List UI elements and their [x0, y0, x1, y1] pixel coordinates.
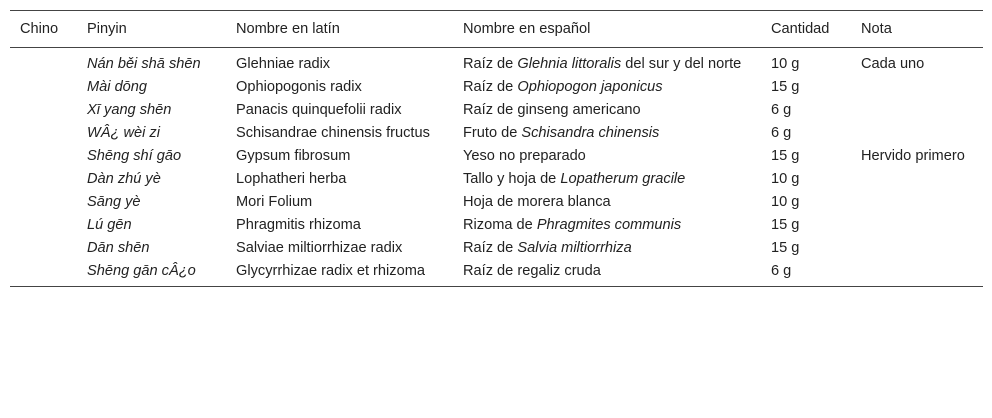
table-row — [10, 214, 983, 237]
spanish-name-part: Ophiopogon japonicus — [517, 79, 663, 95]
cell-pinyin: Nán běi shā shēn — [87, 56, 201, 72]
cell-spanish — [453, 122, 761, 145]
cell-pinyin: Shēng shí gāo — [87, 148, 182, 164]
table-row — [10, 99, 983, 122]
cell-chino — [10, 145, 77, 168]
cell-cantidad: 6 g — [771, 125, 792, 141]
cell-nota: Hervido primero — [861, 148, 965, 164]
cell-latin: Gypsum fibrosum — [236, 148, 351, 164]
cell-pinyin: Dān shēn — [87, 240, 150, 256]
spanish-name-part: Salvia miltiorrhiza — [517, 240, 632, 256]
spanish-name-part: Raíz de — [463, 56, 518, 72]
header-row — [10, 11, 983, 48]
header-nota: Nota — [861, 21, 892, 37]
cell-latin: Ophiopogonis radix — [236, 79, 362, 95]
spanish-name-part: del sur y del norte — [621, 56, 742, 72]
table-row — [10, 237, 983, 260]
cell-pinyin: WÂ¿ wèi zi — [87, 125, 160, 141]
cell-latin: Mori Folium — [236, 194, 313, 210]
table-row — [10, 145, 983, 168]
table-row — [10, 168, 983, 191]
cell-nota: Cada uno — [861, 56, 925, 72]
herbal-formula-table — [10, 10, 983, 287]
cell-chino — [10, 99, 77, 122]
spanish-name-part: Yeso no preparado — [463, 148, 586, 164]
cell-nota — [851, 122, 983, 145]
cell-cantidad: 10 g — [771, 56, 800, 72]
spanish-name-part: Rizoma de — [463, 217, 537, 233]
cell-nota — [851, 168, 983, 191]
header-latin: Nombre en latín — [236, 21, 340, 37]
cell-spanish — [453, 168, 761, 191]
cell-latin: Phragmitis rhizoma — [236, 217, 361, 233]
spanish-name-part: Glehnia littoralis — [517, 56, 622, 72]
table-body — [10, 48, 983, 287]
cell-latin: Schisandrae chinensis fructus — [236, 125, 430, 141]
table-row — [10, 48, 983, 77]
cell-chino — [10, 214, 77, 237]
cell-spanish — [453, 99, 761, 122]
cell-nota — [851, 99, 983, 122]
cell-spanish — [453, 145, 761, 168]
table-header — [10, 11, 983, 48]
cell-spanish — [453, 76, 761, 99]
cell-chino — [10, 237, 77, 260]
spanish-name-part: Hoja de morera blanca — [463, 194, 611, 210]
cell-pinyin: Lú gēn — [87, 217, 132, 233]
cell-chino — [10, 260, 77, 287]
spanish-name-part: Fruto de — [463, 125, 522, 141]
cell-cantidad: 15 g — [771, 240, 800, 256]
spanish-name-part: Schisandra chinensis — [521, 125, 660, 141]
cell-nota — [851, 191, 983, 214]
spanish-name-part: Raíz de ginseng americano — [463, 102, 641, 118]
cell-spanish — [453, 48, 761, 77]
cell-latin: Panacis quinquefolii radix — [236, 102, 402, 118]
table-row — [10, 122, 983, 145]
cell-cantidad: 6 g — [771, 263, 792, 279]
header-chino: Chino — [20, 21, 59, 37]
cell-cantidad: 15 g — [771, 148, 800, 164]
cell-latin: Lophatheri herba — [236, 171, 347, 187]
cell-chino — [10, 76, 77, 99]
header-spanish: Nombre en español — [463, 21, 591, 37]
table-row — [10, 76, 983, 99]
cell-chino — [10, 191, 77, 214]
cell-latin: Salviae miltiorrhizae radix — [236, 240, 403, 256]
cell-chino — [10, 48, 77, 77]
cell-pinyin: Mài dōng — [87, 79, 148, 95]
cell-pinyin: Shēng gān cÂ¿o — [87, 263, 196, 279]
cell-cantidad: 15 g — [771, 217, 800, 233]
spanish-name-part: Lopatherum gracile — [560, 171, 686, 187]
cell-chino — [10, 122, 77, 145]
cell-pinyin: Dàn zhú yè — [87, 171, 161, 187]
cell-pinyin: Xī yang shēn — [87, 102, 172, 118]
spanish-name-part: Raíz de — [463, 240, 518, 256]
table-row — [10, 191, 983, 214]
cell-nota — [851, 237, 983, 260]
spanish-name-part: Raíz de regaliz cruda — [463, 263, 601, 279]
cell-cantidad: 10 g — [771, 194, 800, 210]
cell-cantidad: 15 g — [771, 79, 800, 95]
cell-spanish — [453, 214, 761, 237]
cell-pinyin: Sāng yè — [87, 194, 141, 210]
table-row — [10, 260, 983, 287]
spanish-name-part: Raíz de — [463, 79, 518, 95]
cell-nota — [851, 214, 983, 237]
spanish-name-part: Phragmites communis — [536, 217, 682, 233]
cell-spanish — [453, 260, 761, 287]
cell-spanish — [453, 237, 761, 260]
header-cantidad: Cantidad — [771, 21, 830, 37]
cell-chino — [10, 168, 77, 191]
cell-nota — [851, 76, 983, 99]
cell-spanish — [453, 191, 761, 214]
cell-nota — [851, 260, 983, 287]
cell-cantidad: 10 g — [771, 171, 800, 187]
cell-cantidad: 6 g — [771, 102, 792, 118]
cell-latin: Glycyrrhizae radix et rhizoma — [236, 263, 425, 279]
spanish-name-part: Tallo y hoja de — [463, 171, 561, 187]
header-pinyin: Pinyin — [87, 21, 127, 37]
cell-latin: Glehniae radix — [236, 56, 331, 72]
